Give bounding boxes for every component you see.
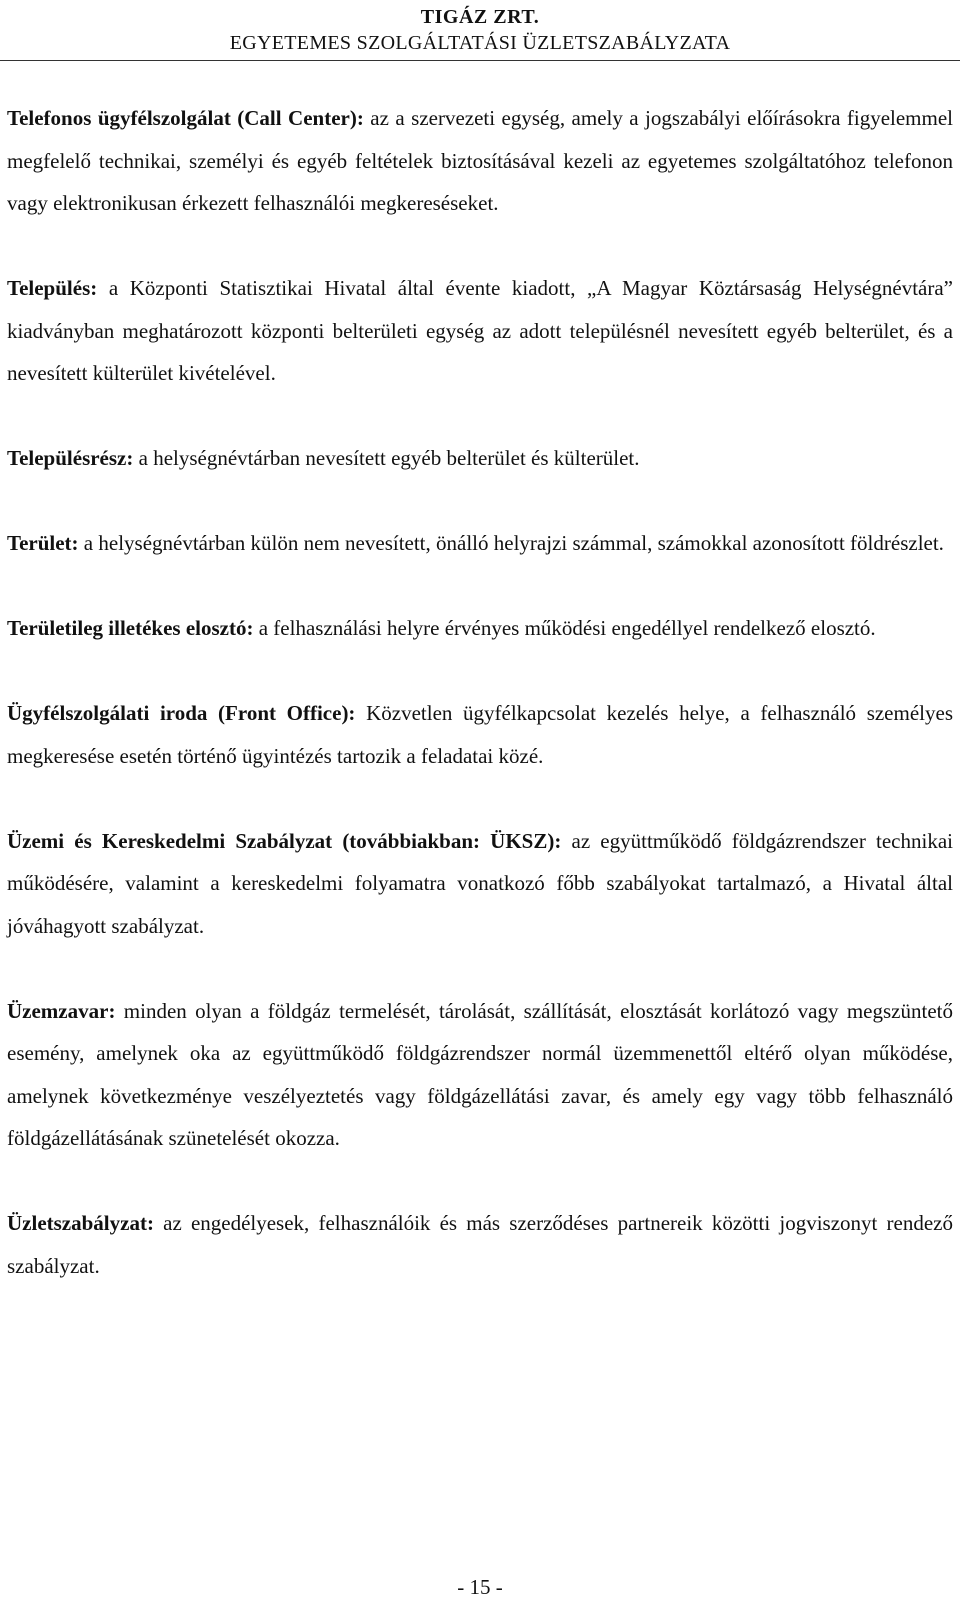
company-name: TIGÁZ ZRT. (420, 6, 540, 28)
definition-text: az együttműködő földgázrendszer technikai működésére, valamint a kereskedelmi folyamatra vonatkozó főbb szabályokat tartalmazó, a Hivatal által jóváhagyott szabályzat. (7, 828, 953, 938)
header-divider (0, 60, 960, 61)
definition-text: a felhasználási helyre érvényes működési engedéllyel rendelkező elosztó. (253, 616, 876, 640)
definition-uzemzavar (7, 990, 953, 1160)
definition-uksz (7, 820, 953, 948)
definition-term: Üzemi és Kereskedelmi Szabályzat (továbbiakban: ÜKSZ): (7, 828, 562, 853)
page-number: - 15 - (457, 1575, 503, 1599)
definition-term: Terület: (7, 531, 79, 555)
definition-telepules (7, 267, 953, 395)
document-title: EGYETEMES SZOLGÁLTATÁSI ÜZLETSZABÁLYZATA (229, 32, 731, 54)
definition-front-office (7, 692, 953, 777)
definition-text: az a szervezeti egység, amely a jogszabályi előírásokra figyelemmel megfelelő technikai, személyi és egyéb feltételek biztosításával kezeli az egyetemes szolgáltatóhoz telefonon vagy elektronikusan érkezett felhasználói megkereséseket. (7, 106, 954, 215)
definition-term: Ügyfélszolgálati iroda (Front Office): (7, 701, 356, 725)
definition-term: Telefonos ügyfélszolgálat (Call Center): (7, 106, 364, 130)
definition-uzletszabalyzat (7, 1202, 953, 1287)
definition-term: Település: (7, 276, 98, 300)
definition-text: az engedélyesek, felhasználóik és más szerződéses partnereik közötti jogviszonyt rendező szabályzat. (7, 1211, 953, 1278)
definition-term: Településrész: (7, 446, 134, 470)
definition-text: a helységnévtárban nevesített egyéb belterület és külterület. (133, 446, 640, 470)
definition-text: a helységnévtárban külön nem nevesített, önálló helyrajzi számmal, számokkal azonosított földrészlet. (78, 531, 944, 555)
definition-terulet (7, 522, 953, 565)
definition-term: Területileg illetékes elosztó: (7, 616, 254, 640)
definitions-body (7, 97, 953, 1287)
definition-term: Üzemzavar: (7, 998, 116, 1023)
definition-call-center (7, 97, 953, 225)
definition-term: Üzletszabályzat: (7, 1211, 154, 1235)
definition-text: Közvetlen ügyfélkapcsolat kezelés helye, a felhasználó személyes megkeresése esetén történő ügyintézés tartozik a feladatai közé. (7, 701, 953, 768)
definition-telepulesresz (7, 437, 953, 480)
definition-text: a Központi Statisztikai Hivatal által évente kiadott, „A Magyar Köztársaság Helységnévtára” kiadványban meghatározott központi belterületi egység az adott településnél nevesített egyéb belterület, és a nevesített külterület kivételével. (7, 276, 953, 385)
definition-teruletileg-illetekes-eloszto (7, 607, 953, 650)
definition-text: minden olyan a földgáz termelését, tárolását, szállítását, elosztását korlátozó vagy megszüntető esemény, amelynek oka az együttműködő földgázrendszer normál üzemmenettől eltérő olyan működése, amelynek következménye veszélyeztetés vagy földgázellátási zavar, és amely egy vagy több felhasználó földgázellátásának szünetelését okozza. (7, 998, 953, 1150)
page-header (0, 4, 960, 56)
